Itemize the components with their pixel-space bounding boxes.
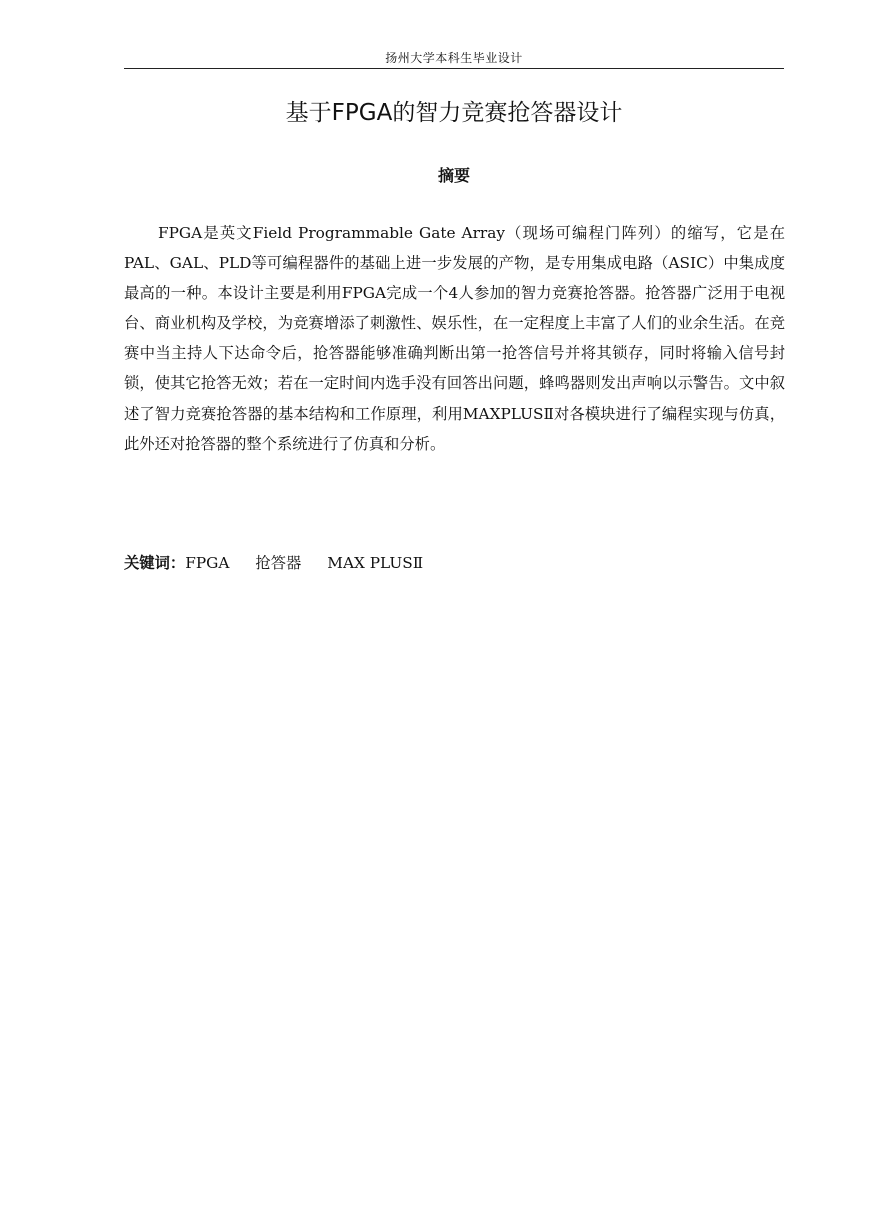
keywords-line [124,550,784,576]
abstract-heading: 摘要 [437,166,470,185]
keyword-fpga: FPGA [185,554,230,572]
keyword-maxplus: MAX PLUSⅡ [327,554,424,572]
abstract-body: FPGA是英文Field Programmable Gate Array（现场可编程门阵列）的缩写，它是在PAL、GAL、PLD等可编程器件的基础上进一步发展的产物，是专用集成电路（ASIC）中集成度最高的一种。本设计主要是利用FPGA完成一个4人参加的智力竞赛抢答器。抢答器广泛用于电视台、商业机构及学校，为竞赛增添了刺激性、娱乐性，在一定程度上丰富了人们的业余生活。在竞赛中当主持人下达命令后，抢答器能够准确判断出第一抢答信号并将其锁存，同时将输入信号封锁，使其它抢答无效；若在一定时间内选手没有回答出问题，蜂鸣器则发出声响以示警告。文中叙述了智力竞赛抢答器的基本结构和工作原理，利用MAXPLUSⅡ对各模块进行了编程实现与仿真，此外还对抢答器的整个系统进行了仿真和分析。 [124,224,785,453]
header-rule [124,68,784,69]
keywords-label: 关键词： [124,554,186,572]
keyword-responder: 抢答器 [255,554,302,572]
paper-title: 基于FPGA的智力竞赛抢答器设计 [285,100,623,126]
running-header: 扬州大学本科生毕业设计 [385,51,523,65]
